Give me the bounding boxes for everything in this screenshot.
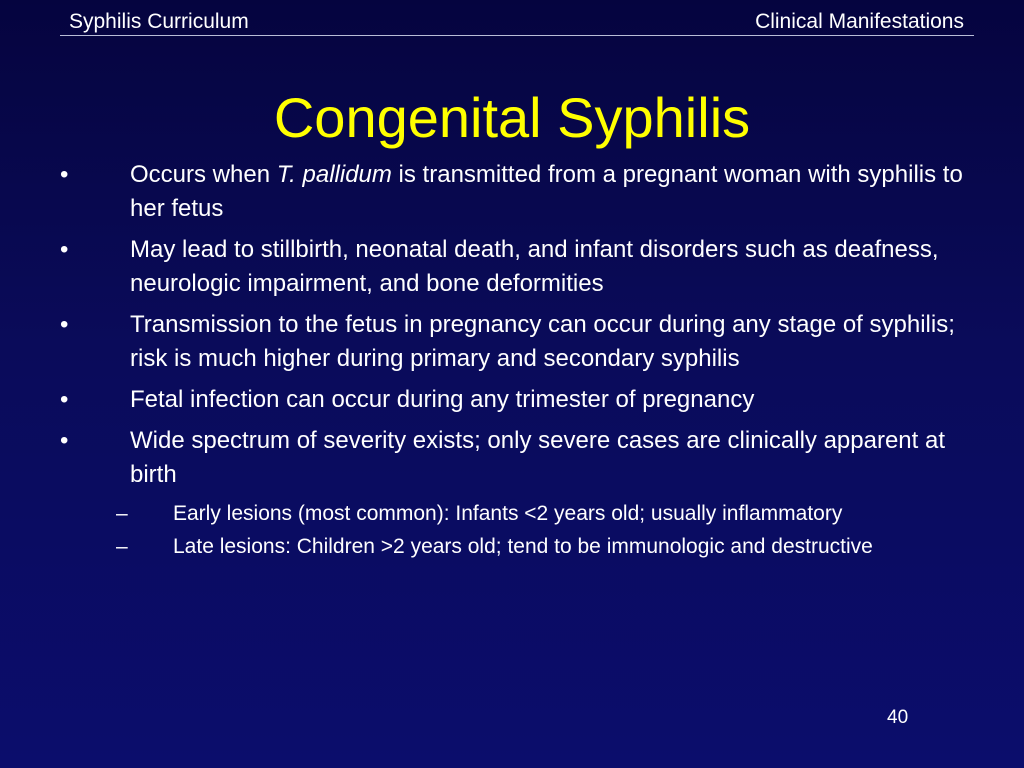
bullet-marker: • [60,311,69,338]
bullet-item-severity [58,424,998,492]
bullet-text [130,161,963,222]
sub-bullet-list [58,499,998,559]
bullet-text: Wide spectrum of severity exists; only severe cases are clinically apparent at birth [130,427,946,488]
sub-bullet-text: Early lesions (most common): Infants <2 years old; usually inflammatory [173,502,843,525]
sub-bullet-marker: – [116,535,128,558]
slide-content [58,158,998,565]
bullet-marker: • [60,427,69,454]
slide-title: Congenital Syphilis [273,86,751,149]
bullet-text-after-emphasis: is transmitted from a pregnant woman with syphilis to her fetus [130,161,963,222]
bullet-marker: • [60,236,69,263]
bullet-item-outcomes [58,233,998,301]
course-title: Syphilis Curriculum [69,10,249,33]
sub-bullet-marker: – [116,502,128,525]
bullet-item-trimester [58,383,998,417]
bullet-text: May lead to stillbirth, neonatal death, and infant disorders such as deafness, neurologic impairment, and bone deformities [130,236,939,297]
bullet-item-transmission-definition [58,158,998,226]
slide-header [60,8,974,36]
bullet-text-before-emphasis: Occurs when [130,161,277,188]
bullet-item-risk-stage [58,308,998,376]
section-title: Clinical Manifestations [755,10,964,33]
slide-number: 40 [887,707,909,728]
bullet-marker: • [60,386,69,413]
bullet-text: Fetal infection can occur during any trimester of pregnancy [130,386,755,413]
bullet-marker: • [60,161,69,188]
bullet-text: Transmission to the fetus in pregnancy can occur during any stage of syphilis; risk is much higher during primary and secondary syphilis [130,311,955,372]
main-bullet-list [58,158,998,492]
sub-bullet-early-lesions [58,499,998,529]
sub-bullet-late-lesions [58,535,998,559]
organism-name: T. pallidum [276,161,392,188]
sub-bullet-text: Late lesions: Children >2 years old; tend to be immunologic and destructive [173,535,873,558]
